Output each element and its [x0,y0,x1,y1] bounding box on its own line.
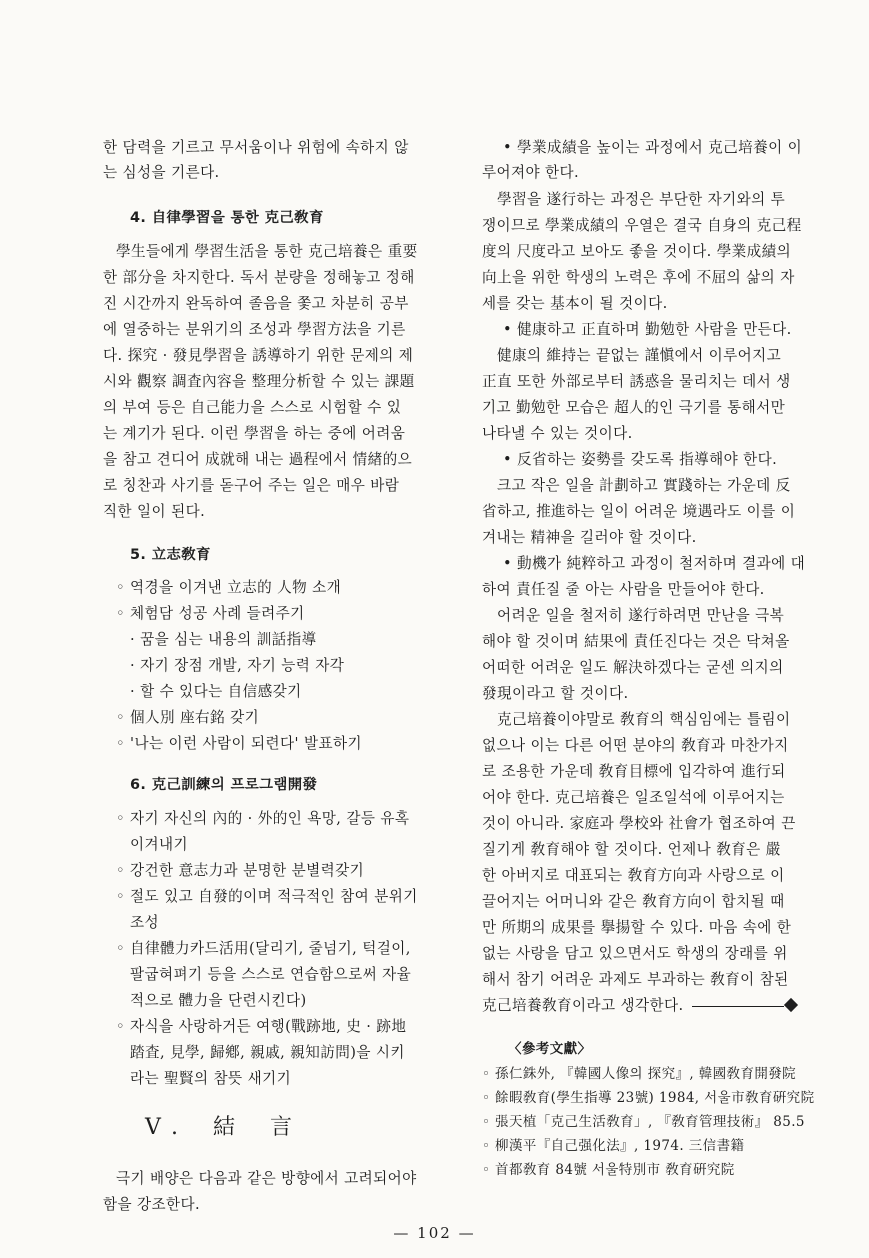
text-line-text: 함을 강조한다. [103,1196,201,1213]
text-line-text: 해서 참기 어려운 과제도 부과하는 敎育이 참된 [482,971,789,988]
text-line [116,885,418,906]
text-line-text: 하여 責任질 줄 아는 사람을 만들어야 한다. [482,581,765,598]
reference-item-text: ◦ 首都敎育 84號 서울特別市 敎育硏究院 [482,1162,735,1178]
text-line [503,136,802,157]
reference-item [482,1086,814,1106]
text-line-text: 한 담력을 기르고 무서움이나 위험에 속하지 않 [103,139,409,156]
text-line-text: 克己培養敎育이라고 생각한다. [482,997,684,1014]
text-line [503,552,805,573]
text-line-text: 는 계기가 된다. 이런 學習을 하는 중에 어려움 [103,425,406,442]
text-line [103,422,405,443]
text-line [130,680,302,701]
text-line [482,994,796,1015]
text-line-text: 學習을 遂行하는 과정은 부단한 자기와의 투 [497,191,786,208]
reference-item [482,1158,735,1178]
text-line [482,578,765,599]
text-line-text: • 健康하고 正直하며 勤勉한 사람을 만든다. [503,321,792,338]
text-line-text: 세를 갖는 基本이 될 것이다. [482,295,668,312]
text-line-text: 健康의 維持는 끝없는 謹愼에서 이루어지고 [497,347,782,364]
text-line [116,602,305,623]
text-line [482,734,789,755]
text-line-text: 한 아버지로 대표되는 敎育方向과 사랑으로 이 [482,867,785,884]
text-line-text: • 反省하는 姿勢를 갖도록 指導해야 한다. [503,451,778,468]
text-line-text: 없는 사랑을 담고 있으면서도 학생의 장래를 위 [482,945,788,962]
text-line [482,266,795,287]
text-line-text: 省하고, 推進하는 일이 어려운 境遇라도 이를 이 [482,503,796,520]
references-heading [508,1037,591,1057]
text-line-text: 해야 할 것이며 結果에 責任진다는 것은 닥쳐올 [482,633,790,650]
text-line [103,344,413,365]
text-line [116,807,409,828]
text-line [103,1193,200,1214]
text-line-text: • 學業成績을 높이는 과정에서 克己培養이 이 [503,139,803,156]
text-line-text: 없으나 이는 다른 어떤 분야의 敎育과 마찬가지 [482,737,789,754]
text-line [103,370,415,391]
text-line-text: 크고 작은 일을 計劃하고 實踐하는 가운데 反 [497,477,791,494]
text-line-text: ◦ 강건한 意志力과 분명한 분별력갖기 [116,862,365,879]
text-line-text: 는 심성을 기른다. [103,164,220,181]
reference-item [482,1134,744,1154]
text-line-text: 로 조용한 가운데 敎育目標에 입각하여 進行되 [482,763,786,780]
text-line [103,292,409,313]
text-line [130,654,344,675]
text-line-text: 의 부여 등은 自己能力을 스스로 시험할 수 있 [103,399,402,416]
text-line-text: 어떠한 어려운 일도 解決하겠다는 굳센 의지의 [482,659,784,676]
section-heading [130,206,324,227]
text-line-text: 을 참고 견디어 成就해 내는 過程에서 情緖的으 [103,451,413,468]
text-line-text: 극기 배양은 다음과 같은 방향에서 고려되어야 [116,1170,417,1187]
reference-item [482,1062,796,1082]
page-number: — 102 — [393,1224,476,1242]
text-line [482,968,789,989]
text-line [482,838,781,859]
text-line [103,136,409,157]
text-line-text: 만 所期의 成果를 擧揚할 수 있다. 마음 속에 한 [482,919,792,936]
text-line [130,911,159,932]
text-line [130,628,317,649]
end-rule [692,1006,784,1007]
section-heading [130,773,317,794]
text-line-text: 이겨내기 [130,836,188,853]
text-line-text: 루어져야 한다. [482,164,580,181]
text-line [103,396,401,417]
text-line-text: 것이 아니라. 家庭과 學校와 社會가 협조하여 끈 [482,815,796,832]
text-line-text: 조성 [130,914,159,931]
text-line-text: 끌어지는 어머니와 같은 敎育方向이 합치될 때 [482,893,785,910]
text-line-text: 진 시간까지 완독하여 졸음을 쫓고 차분히 공부 [103,295,409,312]
text-line [497,604,784,625]
text-line-text: 어려운 일을 철저히 遂行하려면 만난을 극복 [497,607,785,624]
text-line-text: ◦ '나는 이런 사람이 되련다' 발표하기 [116,735,362,752]
text-line [130,833,188,854]
text-line [116,240,418,261]
reference-item [482,1110,805,1130]
text-line [116,576,341,597]
text-line-text: 시와 觀察 調査內容을 整理分析할 수 있는 課題 [103,373,415,390]
text-line-text: 기고 勤勉한 모습은 超人的인 극기를 통해서만 [482,399,786,416]
text-line-text: · 꿈을 심는 내용의 訓話指導 [130,631,317,648]
text-line-text: 쟁이므로 學業成績의 우열은 결국 自身의 克己程 [482,217,802,234]
text-line [482,864,785,885]
text-line-text: ◦ 자기 자신의 內的 · 外的인 욕망, 갈등 유혹 [116,810,410,827]
text-line-text: 겨내는 精神을 길러야 할 것이다. [482,529,697,546]
text-line [482,682,629,703]
text-line-text: ◦ 자식을 사랑하거든 여행(戰跡地, 史 · 跡地 [116,1018,407,1035]
text-line-text: 向上을 위한 학생의 노력은 후에 不屈의 삶의 자 [482,269,795,286]
text-line [103,161,220,182]
text-line [116,706,259,727]
text-line-text: 라는 聖賢의 참뜻 새기기 [130,1070,292,1087]
section-heading-text: 4. 自律學習을 통한 克己敎育 [130,210,324,226]
text-line [482,942,788,963]
text-line-text: · 자기 장점 개발, 자기 능력 자각 [130,657,345,674]
text-line [130,963,411,984]
text-line [130,1041,405,1062]
text-line [482,526,697,547]
text-line-text: • 動機가 純粹하고 과정이 철저하며 결과에 대 [503,555,806,572]
text-line [116,1167,417,1188]
text-line [103,318,406,339]
text-line [116,937,411,958]
text-line [503,318,792,339]
section-heading-text: 5. 立志敎育 [130,547,211,563]
text-line [482,786,785,807]
text-line-text: 다. 探究 · 發見學習을 誘導하기 위한 문제의 제 [103,347,414,364]
text-line-text: 나타낼 수 있는 것이다. [482,425,633,442]
text-line [482,292,668,313]
text-line [103,474,399,495]
text-line-text: 正直 또한 外部로부터 誘惑을 물리치는 데서 생 [482,373,791,390]
text-line [482,240,791,261]
text-line [103,448,412,469]
text-line-text: ◦ 체험담 성공 사례 들려주기 [116,605,305,622]
text-line-text: ◦ 역경을 이겨낸 立志的 人物 소개 [116,579,342,596]
text-line-text: 에 열중하는 분위기의 조성과 學習方法을 기른 [103,321,406,338]
text-line [497,344,781,365]
text-line-text: 學生들에게 學習生活을 통한 克己培養은 重要 [116,243,418,260]
reference-item-text: ◦ 柳漢平『自己强化法』, 1974. 三信書籍 [482,1138,745,1154]
reference-item-text: ◦ 孫仁銖外, 『韓國人像의 探究』, 韓國敎育開發院 [482,1066,797,1082]
text-line-text: 로 칭찬과 사기를 돋구어 주는 일은 매우 바람 [103,477,400,494]
text-line [482,370,791,391]
text-line [116,859,364,880]
text-line-text: ◦ 절도 있고 自發的이며 적극적인 참여 분위기 [116,888,418,905]
text-line-text: 적으로 體力을 단련시킨다) [130,992,307,1009]
reference-item-text: ◦ 張天植「克己生活敎育」, 『敎育管理技術』 85.5 [482,1114,805,1130]
text-line [482,890,785,911]
text-line [482,760,786,781]
text-line-text: 度의 尺度라고 보아도 좋을 것이다. 學業成績의 [482,243,792,260]
text-line-text: 踏査, 見學, 歸鄕, 親戚, 親知訪問)을 시키 [130,1044,405,1061]
text-line-text: 팔굽혀펴기 등을 스스로 연습함으로써 자율 [130,966,412,983]
chapter-heading [145,1110,306,1141]
section-heading [130,543,211,564]
text-line-text: · 할 수 있다는 自信感갖기 [130,683,302,700]
text-line-text: ◦ 自律體力카드活用(달리기, 줄넘기, 턱걸이, [116,940,411,957]
text-line-text: 한 部分을 차지한다. 독서 분량을 정해놓고 정해 [103,269,415,286]
text-line [482,214,802,235]
text-line-text: 직한 일이 된다. [103,503,206,520]
text-line [497,188,785,209]
text-line-text: 發現이라고 할 것이다. [482,685,629,702]
end-diamond-icon [783,997,797,1011]
text-line [497,708,791,729]
text-line-text: 克己培養이야말로 敎育의 핵심임에는 틀림이 [497,711,791,728]
text-line [482,422,633,443]
text-line [482,396,785,417]
text-line-text: 어야 한다. 克己培養은 일조일석에 이루어지는 [482,789,785,806]
text-line [116,1015,406,1036]
text-line [482,161,579,182]
text-line [482,500,795,521]
text-line [497,474,791,495]
text-line [130,1067,291,1088]
text-line-text: ◦ 個人別 座右銘 갖기 [116,709,260,726]
text-line [116,732,362,753]
text-line [103,266,415,287]
text-line-text: 질기게 敎育해야 할 것이다. 언제나 敎育은 嚴 [482,841,781,858]
text-line [103,500,205,521]
text-line [482,916,791,937]
text-line [130,989,307,1010]
text-line [482,656,784,677]
text-line [482,630,790,651]
reference-item-text: ◦ 餘暇敎育(學生指導 23號) 1984, 서울市敎育硏究院 [482,1090,815,1106]
references-heading-text: 〈參考文獻〉 [508,1041,592,1057]
chapter-heading-text: V. 結 言 [145,1115,307,1140]
text-line [503,448,777,469]
text-line [482,812,796,833]
section-heading-text: 6. 克己訓練의 프로그램開發 [130,777,318,793]
